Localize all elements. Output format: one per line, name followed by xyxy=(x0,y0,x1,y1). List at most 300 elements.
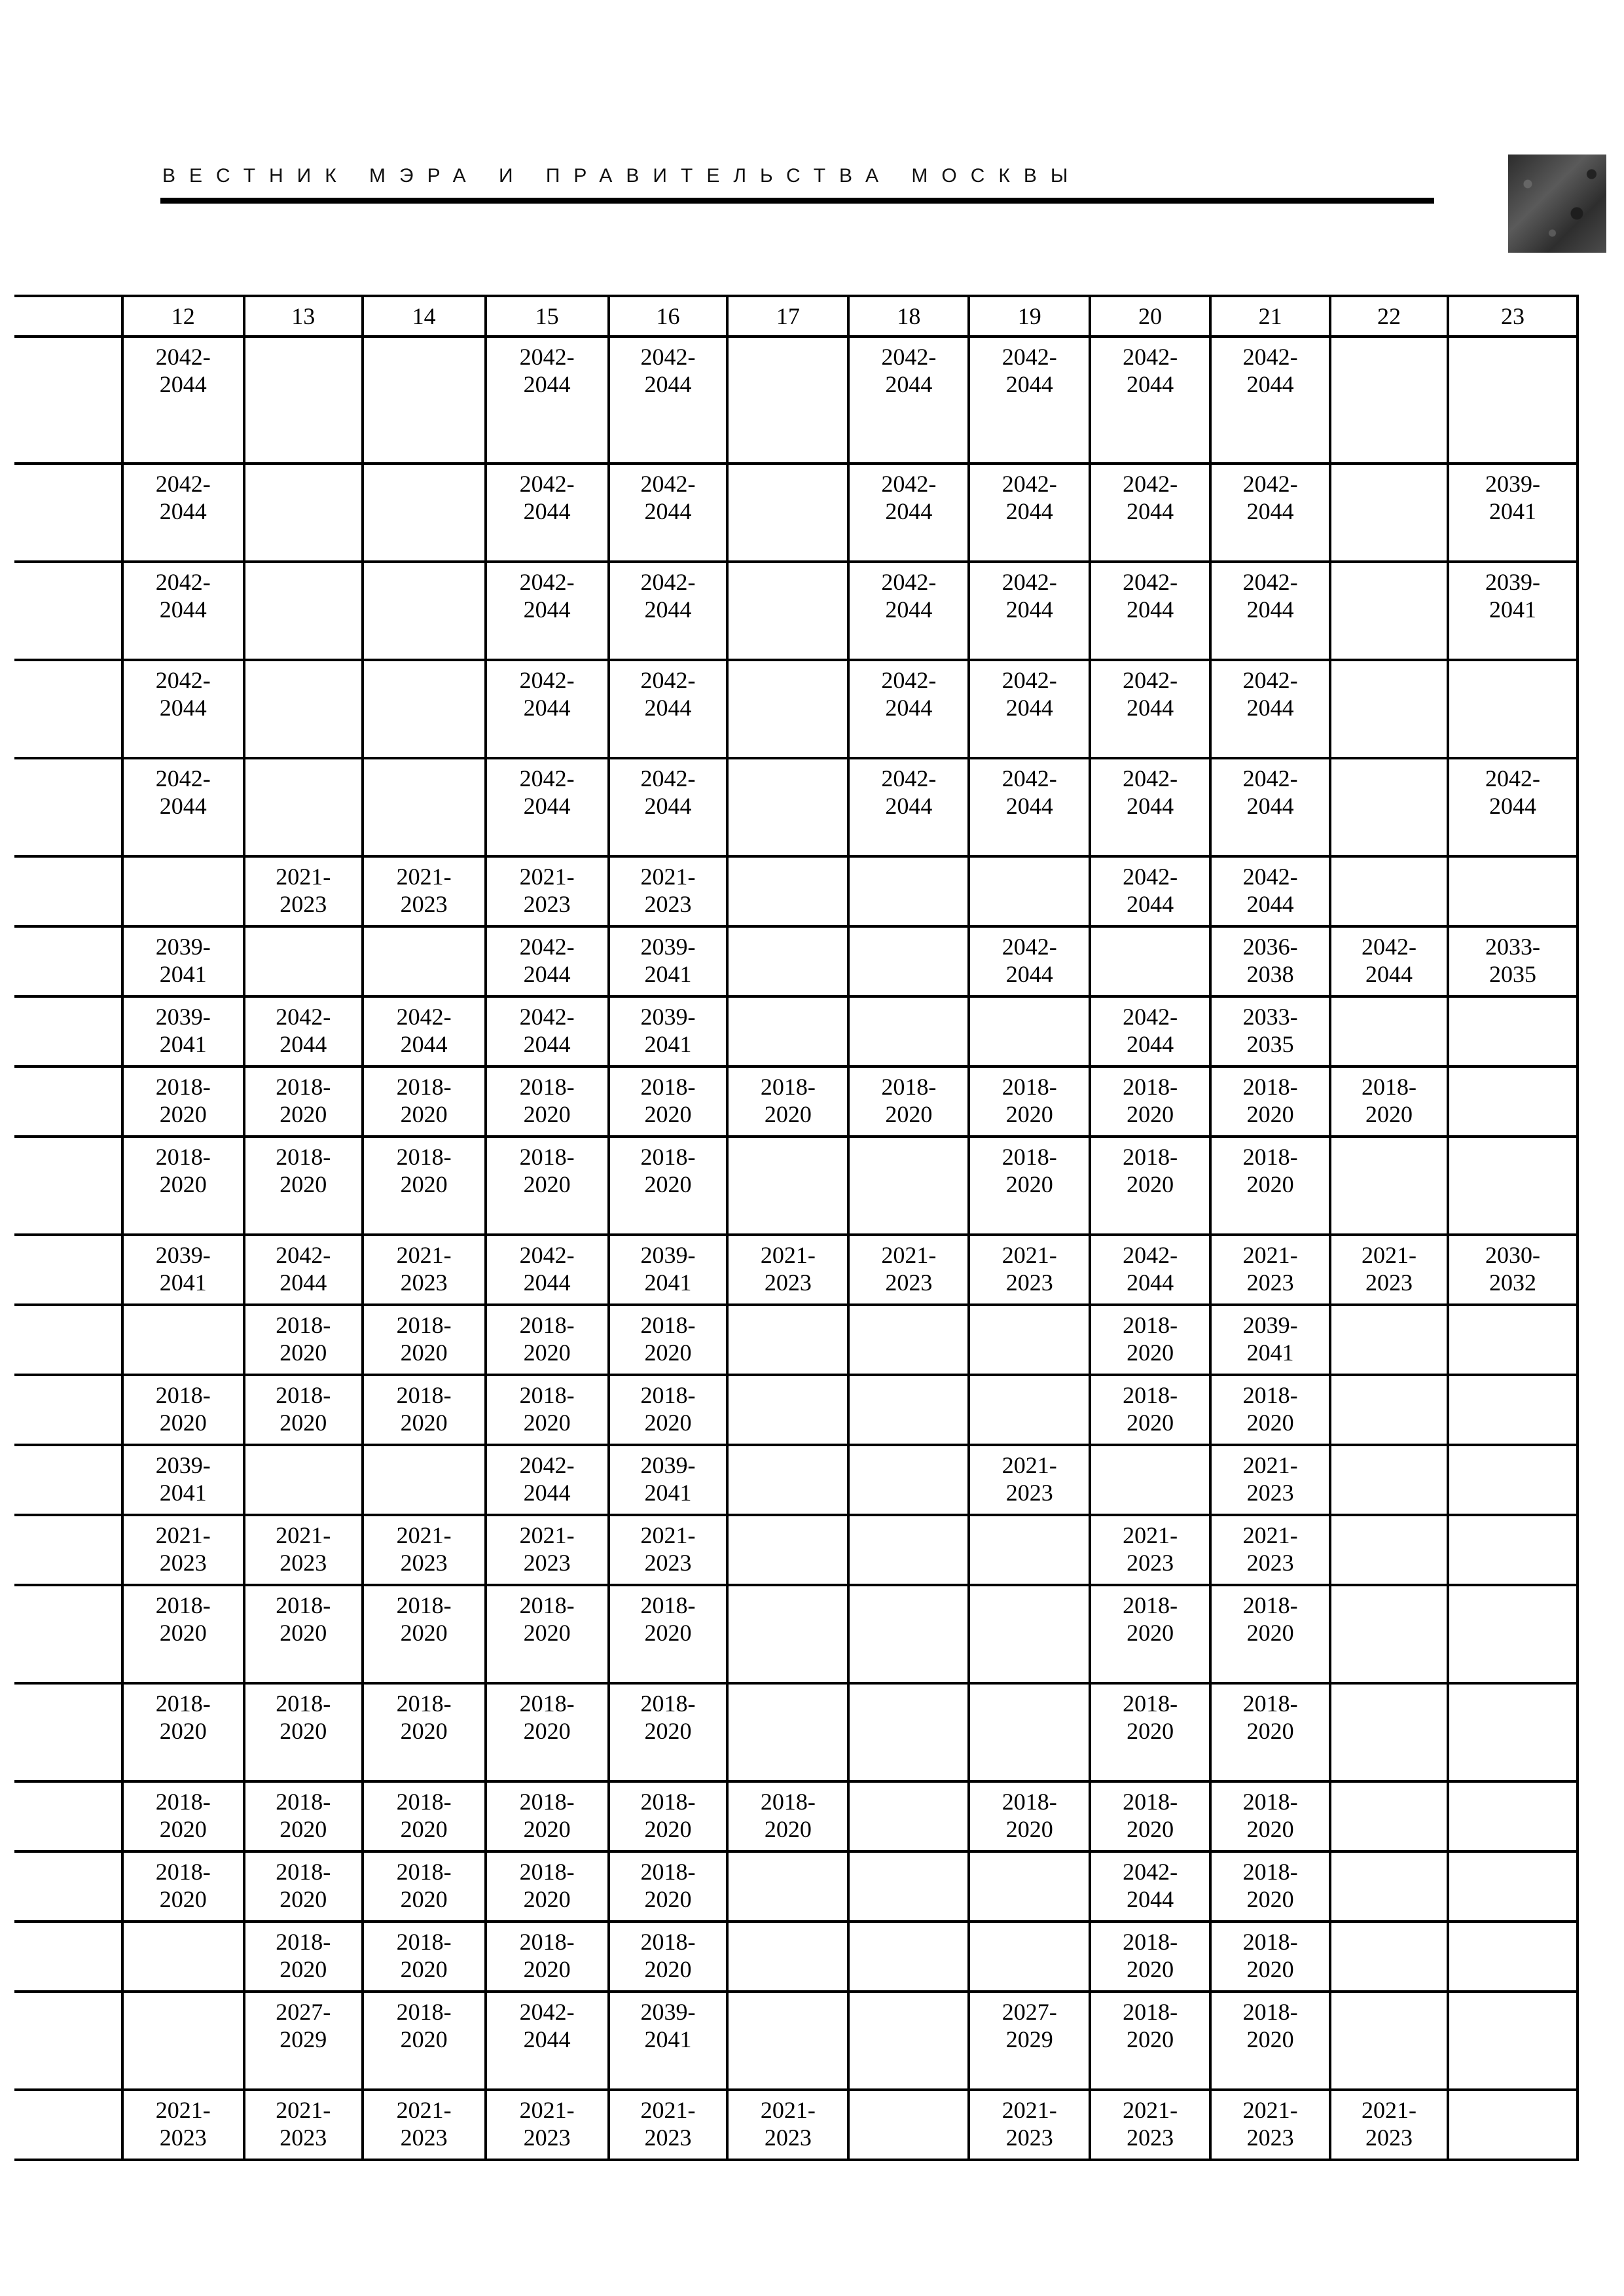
table-cell xyxy=(486,856,609,926)
table-cell xyxy=(848,1781,969,1851)
table-cell xyxy=(486,1683,609,1781)
table-cell xyxy=(363,1585,486,1683)
cell-value: 2042- 2044 xyxy=(519,1452,575,1506)
cell-value: 2018- 2020 xyxy=(640,1859,696,1912)
table-cell xyxy=(486,464,609,562)
table-cell xyxy=(848,1137,969,1235)
table-cell xyxy=(1210,1515,1330,1585)
table-cell xyxy=(969,1066,1090,1137)
table-cell xyxy=(1448,1922,1578,1992)
cell-value: 2033- 2035 xyxy=(1485,934,1540,987)
table-cell xyxy=(848,1066,969,1137)
table-cell xyxy=(122,1922,244,1992)
table-cell xyxy=(1448,337,1578,464)
table-cell xyxy=(122,1585,244,1683)
table-cell xyxy=(727,1305,848,1375)
cell-value: 2021- 2023 xyxy=(1242,2097,1298,2151)
table-cell xyxy=(363,2090,486,2160)
table-cell xyxy=(244,926,363,996)
cell-value: 2021- 2023 xyxy=(881,1242,937,1296)
table-cell xyxy=(609,1922,728,1992)
table-cell xyxy=(363,1066,486,1137)
table-cell xyxy=(363,464,486,562)
cell-value: 2018- 2020 xyxy=(1242,1999,1298,2052)
table-cell xyxy=(486,1066,609,1137)
cell-value: 2018- 2020 xyxy=(640,1144,696,1197)
table-row xyxy=(14,1375,1578,1445)
cell-value: 2039- 2041 xyxy=(155,1242,211,1296)
table-cell xyxy=(609,337,728,464)
table-cell xyxy=(1330,996,1448,1066)
table-cell xyxy=(244,660,363,758)
table-cell xyxy=(486,996,609,1066)
table-row xyxy=(14,1781,1578,1851)
cell-value: 2042- 2044 xyxy=(155,569,211,623)
table-cell xyxy=(1210,1066,1330,1137)
table-cell xyxy=(1330,337,1448,464)
table-cell xyxy=(969,1781,1090,1851)
cell-value: 2018- 2020 xyxy=(155,1859,211,1912)
row-label-cell xyxy=(14,660,122,758)
table-cell xyxy=(363,1137,486,1235)
cell-value: 2018- 2020 xyxy=(1242,1789,1298,1842)
table-cell xyxy=(1448,926,1578,996)
table-cell xyxy=(1210,1585,1330,1683)
cell-value: 2018- 2020 xyxy=(155,1382,211,1436)
table-cell xyxy=(969,1137,1090,1235)
cell-value: 2018- 2020 xyxy=(519,1592,575,1646)
table-row xyxy=(14,1683,1578,1781)
cell-value: 2021- 2023 xyxy=(396,1522,452,1576)
table-cell xyxy=(1330,1235,1448,1305)
row-label-cell xyxy=(14,996,122,1066)
cell-value: 2042- 2044 xyxy=(1361,934,1416,987)
cell-value: 2042- 2044 xyxy=(519,934,575,987)
table-cell xyxy=(1090,660,1210,758)
table-cell xyxy=(122,1066,244,1137)
table-cell xyxy=(1330,660,1448,758)
table-row xyxy=(14,1445,1578,1515)
table-cell xyxy=(969,1305,1090,1375)
table-cell xyxy=(1210,1992,1330,2090)
row-label-cell xyxy=(14,1922,122,1992)
cell-value: 2018- 2020 xyxy=(519,1382,575,1436)
table-cell xyxy=(486,758,609,856)
cell-value: 2018- 2020 xyxy=(519,1789,575,1842)
cell-value: 2039- 2041 xyxy=(1485,569,1540,623)
table-row xyxy=(14,1137,1578,1235)
row-label-cell xyxy=(14,1515,122,1585)
table-cell xyxy=(1210,1375,1330,1445)
cell-value: 2018- 2020 xyxy=(1123,1999,1178,2052)
table-cell xyxy=(122,1235,244,1305)
table-cell xyxy=(1330,1066,1448,1137)
cell-value: 2018- 2020 xyxy=(640,1074,696,1127)
cell-value: 2021- 2023 xyxy=(760,2097,816,2151)
table-cell xyxy=(122,1851,244,1922)
table-cell xyxy=(486,1445,609,1515)
table-cell xyxy=(486,1781,609,1851)
table-cell xyxy=(1448,1137,1578,1235)
cell-value: 2021- 2023 xyxy=(276,2097,331,2151)
table-cell xyxy=(122,856,244,926)
cell-value: 2018- 2020 xyxy=(155,1144,211,1197)
table-cell xyxy=(1210,2090,1330,2160)
cell-value: 2042- 2044 xyxy=(1001,765,1057,819)
column-header: 18 xyxy=(848,296,969,337)
cell-value: 2018- 2020 xyxy=(1242,1074,1298,1127)
table-cell xyxy=(363,1515,486,1585)
table-cell xyxy=(244,1445,363,1515)
cell-value: 2018- 2020 xyxy=(276,1789,331,1842)
row-label-cell xyxy=(14,464,122,562)
table-cell xyxy=(969,1375,1090,1445)
table-cell xyxy=(969,562,1090,660)
table-cell xyxy=(363,1235,486,1305)
cell-value: 2042- 2044 xyxy=(1242,667,1298,721)
cell-value: 2042- 2044 xyxy=(1242,864,1298,917)
cell-value: 2039- 2041 xyxy=(640,1999,696,2052)
table-cell xyxy=(486,1515,609,1585)
table-cell xyxy=(244,1305,363,1375)
table-cell xyxy=(1090,1305,1210,1375)
table-cell xyxy=(1090,926,1210,996)
table-cell xyxy=(969,1683,1090,1781)
table-cell xyxy=(363,1445,486,1515)
table-cell xyxy=(122,1781,244,1851)
cell-value: 2042- 2044 xyxy=(519,344,575,397)
cell-value: 2021- 2023 xyxy=(1123,1522,1178,1576)
cell-value: 2042- 2044 xyxy=(1123,1004,1178,1057)
table-cell xyxy=(486,1375,609,1445)
column-header: 14 xyxy=(363,296,486,337)
table-cell xyxy=(727,1375,848,1445)
table-cell xyxy=(1330,758,1448,856)
table-cell xyxy=(727,464,848,562)
cell-value: 2027- 2029 xyxy=(1001,1999,1057,2052)
cell-value: 2021- 2023 xyxy=(155,1522,211,1576)
table-cell xyxy=(1448,856,1578,926)
table-cell xyxy=(122,464,244,562)
cell-value: 2042- 2044 xyxy=(155,471,211,524)
table-cell xyxy=(1090,1235,1210,1305)
table-cell xyxy=(1448,1375,1578,1445)
table-cell xyxy=(363,562,486,660)
table-cell xyxy=(244,464,363,562)
table-cell xyxy=(848,1922,969,1992)
cell-value: 2018- 2020 xyxy=(1123,1074,1178,1127)
cell-value: 2021- 2023 xyxy=(276,1522,331,1576)
table-cell xyxy=(1210,1235,1330,1305)
cell-value: 2042- 2044 xyxy=(881,569,937,623)
cell-value: 2042- 2044 xyxy=(519,1242,575,1296)
cell-value: 2042- 2044 xyxy=(276,1242,331,1296)
table-cell xyxy=(122,1515,244,1585)
table-cell xyxy=(1210,758,1330,856)
column-header: 17 xyxy=(727,296,848,337)
cell-value: 2036- 2038 xyxy=(1242,934,1298,987)
table-cell xyxy=(727,2090,848,2160)
table-cell xyxy=(1448,1066,1578,1137)
cell-value: 2018- 2020 xyxy=(519,1859,575,1912)
table-cell xyxy=(486,1922,609,1992)
table-cell xyxy=(1448,1851,1578,1922)
cell-value: 2018- 2020 xyxy=(155,1592,211,1646)
table-cell xyxy=(1090,1851,1210,1922)
row-label-cell xyxy=(14,1683,122,1781)
table-cell xyxy=(1090,1137,1210,1235)
table-cell xyxy=(363,856,486,926)
table-cell xyxy=(1090,562,1210,660)
cell-value: 2018- 2020 xyxy=(276,1382,331,1436)
table-cell xyxy=(609,660,728,758)
cell-value: 2018- 2020 xyxy=(276,1929,331,1982)
table-cell xyxy=(848,1585,969,1683)
table-cell xyxy=(244,1066,363,1137)
row-label-cell xyxy=(14,1851,122,1922)
table-cell xyxy=(486,1137,609,1235)
cell-value: 2042- 2044 xyxy=(1242,344,1298,397)
table-cell xyxy=(1090,758,1210,856)
row-label-cell xyxy=(14,1781,122,1851)
cell-value: 2042- 2044 xyxy=(519,1004,575,1057)
table-row xyxy=(14,926,1578,996)
cell-value: 2042- 2044 xyxy=(1001,344,1057,397)
table-cell xyxy=(848,464,969,562)
cell-value: 2042- 2044 xyxy=(519,471,575,524)
table-cell xyxy=(244,562,363,660)
table-cell xyxy=(1210,337,1330,464)
table-cell xyxy=(1330,1137,1448,1235)
table-cell xyxy=(1090,1066,1210,1137)
table-cell xyxy=(244,758,363,856)
table-row xyxy=(14,1585,1578,1683)
cell-value: 2018- 2020 xyxy=(519,1690,575,1744)
table-cell xyxy=(969,1851,1090,1922)
cell-value: 2018- 2020 xyxy=(1242,1382,1298,1436)
column-header: 12 xyxy=(122,296,244,337)
table-cell xyxy=(727,996,848,1066)
cell-value: 2018- 2020 xyxy=(276,1592,331,1646)
cell-value: 2042- 2044 xyxy=(640,667,696,721)
cell-value: 2018- 2020 xyxy=(155,1789,211,1842)
table-row xyxy=(14,1992,1578,2090)
cell-value: 2021- 2023 xyxy=(1242,1242,1298,1296)
cell-value: 2018- 2020 xyxy=(1123,1929,1178,1982)
cell-value: 2018- 2020 xyxy=(1242,1144,1298,1197)
table-cell xyxy=(122,1445,244,1515)
row-label-cell xyxy=(14,562,122,660)
cell-value: 2018- 2020 xyxy=(519,1312,575,1366)
cell-value: 2018- 2020 xyxy=(1123,1789,1178,1842)
table-cell xyxy=(1448,1235,1578,1305)
table-cell xyxy=(244,1585,363,1683)
table-cell xyxy=(848,1515,969,1585)
row-label-cell xyxy=(14,1066,122,1137)
cell-value: 2042- 2044 xyxy=(1123,1242,1178,1296)
cell-value: 2018- 2020 xyxy=(1001,1789,1057,1842)
cell-value: 2018- 2020 xyxy=(276,1074,331,1127)
table-cell xyxy=(1448,1515,1578,1585)
table-cell xyxy=(244,1683,363,1781)
table-cell xyxy=(609,926,728,996)
table-cell xyxy=(848,1235,969,1305)
table-cell xyxy=(486,562,609,660)
table-row xyxy=(14,856,1578,926)
cell-value: 2042- 2044 xyxy=(519,569,575,623)
table-cell xyxy=(244,337,363,464)
table-cell xyxy=(244,856,363,926)
table-cell xyxy=(1090,1585,1210,1683)
cell-value: 2018- 2020 xyxy=(396,1144,452,1197)
table-cell xyxy=(727,1851,848,1922)
row-label-cell xyxy=(14,856,122,926)
corner-marker xyxy=(1508,155,1606,253)
table-cell xyxy=(122,1375,244,1445)
cell-value: 2018- 2020 xyxy=(640,1929,696,1982)
table-cell xyxy=(1210,996,1330,1066)
cell-value: 2042- 2044 xyxy=(1485,765,1540,819)
row-label-cell xyxy=(14,1585,122,1683)
cell-value: 2039- 2041 xyxy=(1242,1312,1298,1366)
table-cell xyxy=(848,1305,969,1375)
cell-value: 2018- 2020 xyxy=(1001,1074,1057,1127)
cell-value: 2021- 2023 xyxy=(155,2097,211,2151)
table-cell xyxy=(1210,1445,1330,1515)
table-cell xyxy=(609,562,728,660)
table-cell xyxy=(1210,926,1330,996)
table-cell xyxy=(727,562,848,660)
cell-value: 2039- 2041 xyxy=(155,1452,211,1506)
table-cell xyxy=(848,926,969,996)
cell-value: 2021- 2023 xyxy=(519,864,575,917)
cell-value: 2018- 2020 xyxy=(396,1592,452,1646)
table-cell xyxy=(609,1992,728,2090)
table-cell xyxy=(727,1235,848,1305)
table-row xyxy=(14,660,1578,758)
cell-value: 2018- 2020 xyxy=(276,1690,331,1744)
column-header: 15 xyxy=(486,296,609,337)
cell-value: 2042- 2044 xyxy=(640,344,696,397)
table-row xyxy=(14,1515,1578,1585)
table-cell xyxy=(1210,1922,1330,1992)
table-cell xyxy=(486,926,609,996)
table-cell xyxy=(848,660,969,758)
table-cell xyxy=(1330,1851,1448,1922)
table-cell xyxy=(1330,1305,1448,1375)
table-cell xyxy=(969,926,1090,996)
cell-value: 2021- 2023 xyxy=(1001,1452,1057,1506)
cell-value: 2021- 2023 xyxy=(640,1522,696,1576)
table-row xyxy=(14,1235,1578,1305)
cell-value: 2039- 2041 xyxy=(640,934,696,987)
cell-value: 2042- 2044 xyxy=(1123,569,1178,623)
table-cell xyxy=(609,1445,728,1515)
cell-value: 2042- 2044 xyxy=(640,471,696,524)
table-row xyxy=(14,1066,1578,1137)
cell-value: 2018- 2020 xyxy=(1123,1592,1178,1646)
table-row xyxy=(14,1922,1578,1992)
table-cell xyxy=(122,996,244,1066)
table-cell xyxy=(244,1137,363,1235)
column-header: 19 xyxy=(969,296,1090,337)
table-cell xyxy=(1210,856,1330,926)
column-header: 21 xyxy=(1210,296,1330,337)
row-label-cell xyxy=(14,1375,122,1445)
table-cell xyxy=(244,1235,363,1305)
table-cell xyxy=(244,2090,363,2160)
cell-value: 2018- 2020 xyxy=(396,1312,452,1366)
cell-value: 2042- 2044 xyxy=(519,765,575,819)
table-cell xyxy=(609,1305,728,1375)
table-cell xyxy=(727,856,848,926)
table-cell xyxy=(727,926,848,996)
table-cell xyxy=(727,1922,848,1992)
table-cell xyxy=(122,758,244,856)
table-cell xyxy=(848,758,969,856)
cell-value: 2021- 2023 xyxy=(396,1242,452,1296)
table-cell xyxy=(609,1137,728,1235)
cell-value: 2018- 2020 xyxy=(1242,1929,1298,1982)
table-cell xyxy=(969,996,1090,1066)
table-cell xyxy=(1330,464,1448,562)
column-header: 22 xyxy=(1330,296,1448,337)
table-cell xyxy=(486,1305,609,1375)
column-header: 23 xyxy=(1448,296,1578,337)
table-cell xyxy=(609,856,728,926)
table-cell xyxy=(1090,1922,1210,1992)
cell-value: 2027- 2029 xyxy=(276,1999,331,2052)
table-cell xyxy=(1090,1375,1210,1445)
cell-value: 2021- 2023 xyxy=(1361,2097,1416,2151)
table-body xyxy=(14,337,1578,2160)
table-cell xyxy=(848,1851,969,1922)
table-cell xyxy=(1210,562,1330,660)
row-label-cell xyxy=(14,758,122,856)
cell-value: 2042- 2044 xyxy=(1123,765,1178,819)
table-cell xyxy=(486,337,609,464)
table-cell xyxy=(1330,1922,1448,1992)
table-cell xyxy=(727,1683,848,1781)
cell-value: 2018- 2020 xyxy=(276,1144,331,1197)
table-cell xyxy=(1210,1781,1330,1851)
cell-value: 2021- 2023 xyxy=(1242,1522,1298,1576)
table-cell xyxy=(609,1683,728,1781)
table-cell xyxy=(1090,1683,1210,1781)
row-label-cell xyxy=(14,337,122,464)
cell-value: 2042- 2044 xyxy=(1123,667,1178,721)
table-cell xyxy=(1090,856,1210,926)
table-cell xyxy=(1330,1781,1448,1851)
table-row xyxy=(14,464,1578,562)
table-cell xyxy=(1090,996,1210,1066)
cell-value: 2042- 2044 xyxy=(640,569,696,623)
table-cell xyxy=(727,758,848,856)
cell-value: 2018- 2020 xyxy=(640,1312,696,1366)
cell-value: 2018- 2020 xyxy=(155,1690,211,1744)
cell-value: 2042- 2044 xyxy=(1123,1859,1178,1912)
table-cell xyxy=(609,1585,728,1683)
table-cell xyxy=(1448,996,1578,1066)
cell-value: 2042- 2044 xyxy=(881,765,937,819)
table-cell xyxy=(363,926,486,996)
table-cell xyxy=(1210,1851,1330,1922)
table-cell xyxy=(609,1515,728,1585)
table-row xyxy=(14,1851,1578,1922)
table-cell xyxy=(363,1683,486,1781)
table-cell xyxy=(486,1585,609,1683)
table-cell xyxy=(1448,660,1578,758)
